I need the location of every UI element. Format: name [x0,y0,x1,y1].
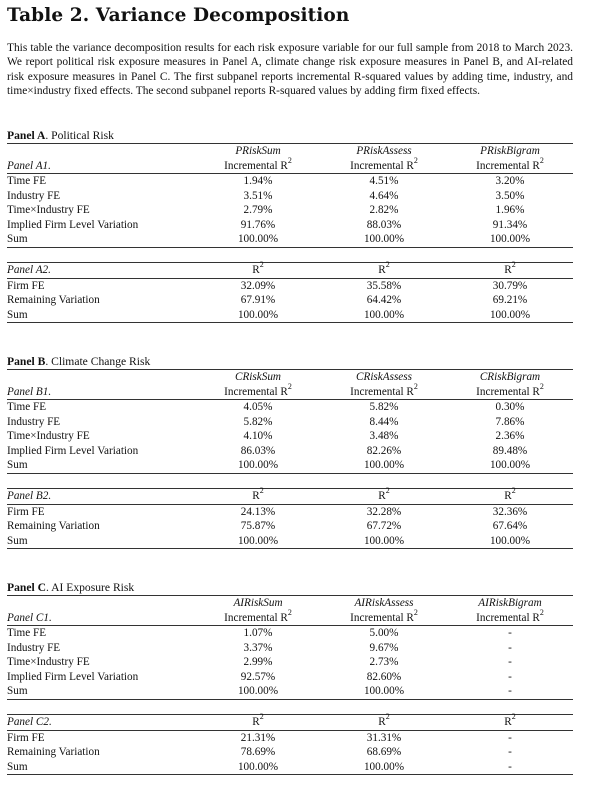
row-label: Sum [7,760,195,775]
cell-value: 100.00% [321,760,447,775]
cell-value: 5.00% [369,627,399,639]
subpanel-header-row [7,263,573,279]
column-header: AIRiskBigram [478,597,542,609]
row-label: Time FE [7,401,47,413]
cell-value: 100.00% [195,760,321,775]
subpanel-gap [7,473,573,489]
panel-table [7,144,573,323]
cell-value: 3.50% [495,189,525,202]
panel-label: Panel C [7,581,46,594]
table-row [7,745,573,760]
table-row [7,626,573,641]
subpanel-metric-header: Incremental $R^2$ [195,159,321,174]
cell-value: 24.13% [240,505,276,518]
subpanel-metric-header: $R^2$ [195,715,321,731]
row-label: Time×Industry FE [7,204,90,216]
cell-value: 100.00% [321,684,447,699]
table-row [7,400,573,415]
row-label: Firm FE [7,279,45,292]
subpanel-metric-header: $R^2$ [447,489,573,505]
table-row [7,203,573,218]
subpanel-metric-header: $R^2$ [321,263,447,279]
row-label: Sum [7,534,195,549]
cell-value: 100.00% [195,308,321,323]
cell-value: 7.86% [495,415,525,428]
cell-value: 82.26% [366,444,402,457]
row-label: Firm FE [7,731,45,744]
subpanel-header-row [7,611,573,626]
column-header: CRiskBigram [479,371,541,383]
cell-value: 1.96% [495,204,525,216]
cell-value: 82.60% [366,670,402,683]
row-label: Firm FE [7,505,45,518]
cell-value: 100.00% [321,232,447,247]
superscript-2: 2 [539,607,544,617]
row-label: Remaining Variation [7,294,100,306]
cell-value: 100.00% [447,534,573,549]
panel-name: . AI Exposure Risk [45,581,135,594]
cell-value: 92.57% [240,670,276,683]
superscript-2: 2 [385,260,390,270]
cell-value: 4.64% [369,189,399,202]
subpanel-metric-header: Incremental $R^2$ [195,611,321,626]
cell-value: 100.00% [447,308,573,323]
cell-value: 91.76% [240,218,276,231]
cell-value: - [508,641,512,654]
panel-heading [7,354,573,370]
subpanel-metric-header: $R^2$ [195,263,321,279]
row-label: Implied Firm Level Variation [7,670,139,683]
cell-value: 32.09% [240,279,276,292]
panel-2 [7,580,573,775]
superscript-2: 2 [385,712,390,722]
row-label: Remaining Variation [7,520,100,532]
panel-1 [7,354,573,549]
superscript-2: 2 [511,260,516,270]
column-header: PRiskBigram [480,145,540,157]
panel-label: Panel A [7,129,46,142]
column-header: PRiskAssess [356,145,412,157]
table-row [7,189,573,204]
cell-value: 1.07% [243,627,273,639]
cell-value: 30.79% [492,279,528,292]
cell-value: 4.05% [243,401,273,413]
panel-0 [7,128,573,323]
table-row [7,519,573,534]
superscript-2: 2 [259,712,264,722]
subpanel-header-row [7,385,573,400]
subpanel-metric-header: Incremental $R^2$ [321,159,447,174]
panel-heading [7,128,573,144]
subpanel-header-row [7,715,573,731]
cell-value: 100.00% [321,534,447,549]
table-row [7,174,573,189]
table-title: Table 2. Variance Decomposition [7,5,350,26]
panel-name: . Climate Change Risk [45,355,151,368]
table-row [7,218,573,233]
row-label: Time×Industry FE [7,430,90,442]
table-row [7,534,573,549]
cell-value: 100.00% [321,308,447,323]
table-row [7,415,573,430]
superscript-2: 2 [413,381,418,391]
subpanel-header-row [7,159,573,174]
cell-value: 32.28% [366,505,402,518]
column-header: PRiskSum [235,145,281,157]
subpanel-label: Panel B1. [7,385,195,400]
cell-value: 100.00% [321,458,447,473]
cell-value: 2.79% [243,204,273,216]
row-label: Time FE [7,627,47,639]
row-label: Remaining Variation [7,746,100,758]
subpanel-gap [7,247,573,263]
superscript-2: 2 [413,155,418,165]
cell-value: 2.73% [369,656,399,668]
cell-value: 21.31% [240,731,276,744]
superscript-2: 2 [539,381,544,391]
row-label: Time×Industry FE [7,656,90,668]
panel-heading [7,580,573,596]
subpanel-label: Panel C1. [7,611,195,626]
cell-value: 0.30% [495,401,525,413]
cell-value: 100.00% [195,684,321,699]
subpanel-label: Panel B2. [7,489,195,505]
cell-value: 86.03% [240,444,276,457]
subpanel-label: Panel C2. [7,715,195,731]
table-row [7,504,573,519]
superscript-2: 2 [287,607,292,617]
cell-value: 67.64% [492,520,528,532]
cell-value: 91.34% [492,218,528,231]
column-header: AIRiskSum [233,597,283,609]
cell-value: - [447,760,573,775]
subpanel-metric-header: Incremental $R^2$ [321,611,447,626]
subpanel-metric-header: $R^2$ [321,715,447,731]
table-row [7,760,573,775]
cell-value: 3.37% [243,641,273,654]
row-label: Implied Firm Level Variation [7,218,139,231]
table-description: This table the variance decomposition results for each risk exposure variable for our full sample from 2018 to March 2023. We report political risk exposure measures in Panel A, climate change risk exposure measures in Panel B, and AI-related risk exposure measures in Panel C. The first subpanel reports incremental R-squared values by adding time, industry, and time×industry fixed effects. The second subpanel reports R-squared values by adding firm fixed effects. [7,42,573,98]
cell-value: 4.10% [243,430,273,442]
subpanel-metric-header: Incremental $R^2$ [447,385,573,400]
table-row [7,730,573,745]
subpanel-metric-header: $R^2$ [447,263,573,279]
cell-value: 100.00% [447,458,573,473]
table-row [7,232,573,247]
cell-value: 5.82% [369,401,399,413]
cell-value: 8.44% [369,415,399,428]
column-header: CRiskAssess [356,371,412,383]
cell-value: 35.58% [366,279,402,292]
table-row [7,655,573,670]
subpanel-metric-header: Incremental $R^2$ [447,611,573,626]
cell-value: 32.36% [492,505,528,518]
table-row [7,641,573,656]
row-label: Sum [7,232,195,247]
cell-value: - [447,684,573,699]
row-label: Time FE [7,175,47,187]
panel-name: . Political Risk [45,129,114,142]
column-header: CRiskSum [235,371,281,383]
superscript-2: 2 [413,607,418,617]
column-header: AIRiskAssess [354,597,414,609]
cell-value: 3.48% [369,430,399,442]
subpanel-label: Panel A1. [7,159,195,174]
cell-value: - [508,670,512,683]
cell-value: 64.42% [366,294,402,306]
cell-value: 2.36% [495,430,525,442]
cell-value: 3.20% [495,175,525,187]
table-row [7,444,573,459]
cell-value: 2.82% [369,204,399,216]
cell-value: 5.82% [243,415,273,428]
row-label: Industry FE [7,641,61,654]
subpanel-metric-header: $R^2$ [195,489,321,505]
panel-table [7,596,573,775]
subpanel-metric-header: $R^2$ [321,489,447,505]
cell-value: 75.87% [240,520,276,532]
cell-value: - [508,746,512,758]
cell-value: 100.00% [195,232,321,247]
cell-value: 78.69% [240,746,276,758]
superscript-2: 2 [385,486,390,496]
cell-value: 3.51% [243,189,273,202]
table-row [7,293,573,308]
cell-value: 67.72% [366,520,402,532]
cell-value: 68.69% [366,746,402,758]
table-row [7,684,573,699]
cell-value: 100.00% [195,534,321,549]
cell-value: 88.03% [366,218,402,231]
row-label: Sum [7,458,195,473]
subpanel-metric-header: Incremental $R^2$ [321,385,447,400]
cell-value: 9.67% [369,641,399,654]
row-label: Sum [7,684,195,699]
subpanel-header-row [7,489,573,505]
cell-value: 67.91% [240,294,276,306]
superscript-2: 2 [287,155,292,165]
superscript-2: 2 [259,486,264,496]
subpanel-label: Panel A2. [7,263,195,279]
subpanel-metric-header: Incremental $R^2$ [195,385,321,400]
table-row [7,278,573,293]
superscript-2: 2 [511,712,516,722]
table-row [7,458,573,473]
superscript-2: 2 [259,260,264,270]
cell-value: 31.31% [366,731,402,744]
cell-value: 89.48% [492,444,528,457]
cell-value: 4.51% [369,175,399,187]
cell-value: - [508,627,512,639]
cell-value: 100.00% [195,458,321,473]
row-label: Industry FE [7,415,61,428]
table-row [7,308,573,323]
cell-value: 69.21% [492,294,528,306]
cell-value: 100.00% [447,232,573,247]
row-label: Sum [7,308,195,323]
subpanel-metric-header: Incremental $R^2$ [447,159,573,174]
cell-value: - [508,731,512,744]
row-label: Implied Firm Level Variation [7,444,139,457]
cell-value: 2.99% [243,656,273,668]
cell-value: 1.94% [243,175,273,187]
superscript-2: 2 [511,486,516,496]
table-row [7,429,573,444]
table-row [7,670,573,685]
panel-table [7,370,573,549]
panel-label: Panel B [7,355,46,368]
superscript-2: 2 [539,155,544,165]
superscript-2: 2 [287,381,292,391]
subpanel-gap [7,699,573,715]
subpanel-metric-header: $R^2$ [447,715,573,731]
row-label: Industry FE [7,189,61,202]
cell-value: - [508,656,512,668]
